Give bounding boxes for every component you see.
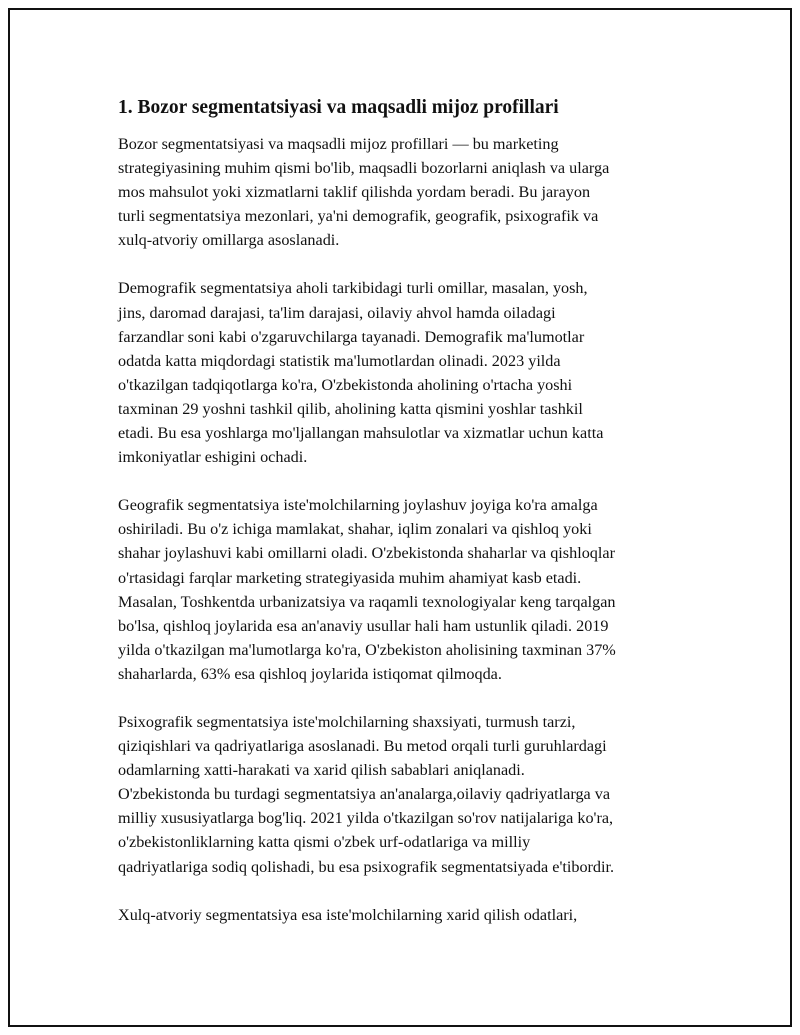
paragraph-geographic: Geografik segmentatsiya iste'molchilarning joylashuv joyiga ko'ra amalga oshiriladi. Bu o'z ichiga mamlakat, shahar, iqlim zonalari va qishloq yoki shahar joylashuvi kabi omillarni oladi. O'zbekistonda shaharlar va qishloqlar o'rtasidagi farqlar marketing strategiyasida muhim ahamiyat kasb etadi. Masalan, Toshkentda urbanizatsiya va raqamli texnologiyalar keng tarqalgan bo'lsa, qishloq joylarida esa an'anaviy usullar hali ham ustunlik qiladi. 2019 yilda o'tkazilgan ma'lumotlarga ko'ra, O'zbekiston aholisining taxminan 37% shaharlarda, 63% esa qishloq joylarida istiqomat qilmoqda. [118,496,616,683]
document-body [118,94,696,951]
paragraph-psychographic: Psixografik segmentatsiya iste'molchilarning shaxsiyati, turmush tarzi, qiziqishlari va qadriyatlariga asoslanadi. Bu metod orqali turli guruhlardagi odamlarning xatti-harakati va xarid qilish sabablari aniqlanadi. O'zbekistonda bu turdagi segmentatsiya an'analarga,oilaviy qadriyatlarga va milliy xususiyatlarga bog'liq. 2021 yilda o'tkazilgan so'rov natijalariga ko'ra, o'zbekistonliklarning katta qismi o'zbek urf-odatlariga va milliy qadriyatlariga sodiq qolishadi, bu esa psixografik segmentatsiyada e'tibordir. [118,712,615,876]
paragraph-intro: Bozor segmentatsiyasi va maqsadli mijoz profillari — bu marketing strategiyasining muhim qismi bo'lib, maqsadli bozorlarni aniqlash va ularga mos mahsulot yoki xizmatlarni taklif qilishda yordam beradi. Bu jarayon turli segmentatsiya mezonlari, ya'ni demografik, geografik, psixografik va xulq-atvoriy omillarga asoslanadi. [118,135,610,250]
paragraph-behavioral: Xulq-atvoriy segmentatsiya esa iste'molchilarning xarid qilish odatlari, [118,905,578,924]
section-heading: 1. Bozor segmentatsiyasi va maqsadli mijoz profillari [118,97,559,118]
paragraph-demographic: Demografik segmentatsiya aholi tarkibidagi turli omillar, masalan, yosh, jins, daromad darajasi, ta'lim darajasi, oilaviy ahvol hamda oiladagi farzandlar soni kabi o'zgaruvchilarga tayanadi. Demografik ma'lumotlar odatda katta miqdordagi statistik ma'lumotlardan olinadi. 2023 yilda o'tkazilgan tadqiqotlarga ko'ra, O'zbekistonda aholining o'rtacha yoshi taxminan 29 yoshni tashkil qilib, aholining katta qismini yoshlar tashkil etadi. Bu esa yoshlarga mo'ljallangan mahsulotlar va xizmatlar uchun katta imkoniyatlar eshigini ochadi. [118,279,604,467]
